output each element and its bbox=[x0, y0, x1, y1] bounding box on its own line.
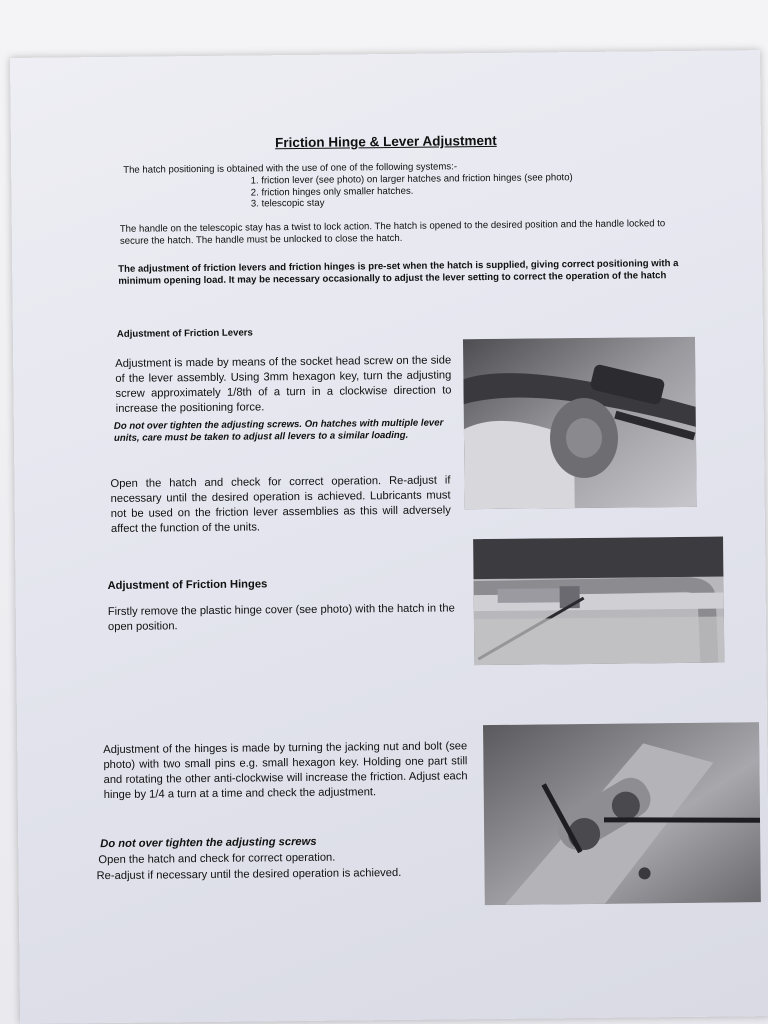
intro-text: The hatch positioning is obtained with the use of one of the following systems:- bbox=[123, 161, 458, 176]
levers-paragraph-1: Adjustment is made by means of the socket head screw on the side of the lever assembly. Using 3mm hexagon key, turn the adjusting screw approximately 1/8th of a turn in a clockwise direction to increase the positioning force. bbox=[115, 354, 452, 415]
preset-paragraph: The adjustment of friction levers and friction hinges is pre-set when the hatch is supplied, giving correct positioning with a minimum opening load. It may be necessary occasionally to adjust the lever setting to correct the operation of the hatch bbox=[118, 258, 679, 287]
systems-list bbox=[247, 171, 667, 210]
document-title: Friction Hinge & Lever Adjustment bbox=[275, 132, 497, 151]
hinges-line-1: Open the hatch and check for correct operation. bbox=[98, 851, 336, 867]
list-item: 3. telescopic stay bbox=[261, 194, 667, 210]
levers-warning: Do not over tighten the adjusting screws. On hatches with multiple lever units, care must be taken to adjust all levers to a similar loading. bbox=[113, 417, 444, 444]
telescopic-paragraph: The handle on the telescopic stay has a twist to lock action. The hatch is opened to the desired position and the handle locked to secure the hatch. The handle must be unlocked to close the hatch. bbox=[119, 218, 666, 247]
list-item: 1. friction lever (see photo) on larger hatches and friction hinges (see photo) bbox=[261, 171, 667, 187]
hinge-cover-photo bbox=[473, 537, 724, 666]
friction-lever-photo bbox=[463, 337, 697, 509]
hinges-line-2: Re-adjust if necessary until the desired operation is achieved. bbox=[96, 866, 402, 883]
list-item: 2. friction hinges only smaller hatches. bbox=[261, 183, 667, 199]
hinges-warning: Do not over tighten the adjusting screws bbox=[100, 835, 317, 851]
hinges-paragraph-1: Firstly remove the plastic hinge cover (see photo) with the hatch in the open position. bbox=[107, 602, 455, 634]
hinges-paragraph-2: Adjustment of the hinges is made by turning the jacking nut and bolt (see photo) with two small pins e.g. small hexagon key. Holding one part still and rotating the other anti-clockwise will increase the friction. Adjust each hinge by 1/4 a turn at a time and check the adjustment. bbox=[103, 740, 468, 802]
levers-paragraph-2: Open the hatch and check for correct operation. Re-adjust if necessary until the desired operation is achieved. Lubricants must not be used on the friction lever assemblies as this will adversely affect the function of the units. bbox=[110, 474, 451, 535]
document-sheet bbox=[10, 50, 768, 1024]
hinges-heading: Adjustment of Friction Hinges bbox=[107, 578, 268, 593]
hinge-bolt-photo bbox=[483, 722, 761, 905]
levers-heading: Adjustment of Friction Levers bbox=[116, 327, 253, 340]
